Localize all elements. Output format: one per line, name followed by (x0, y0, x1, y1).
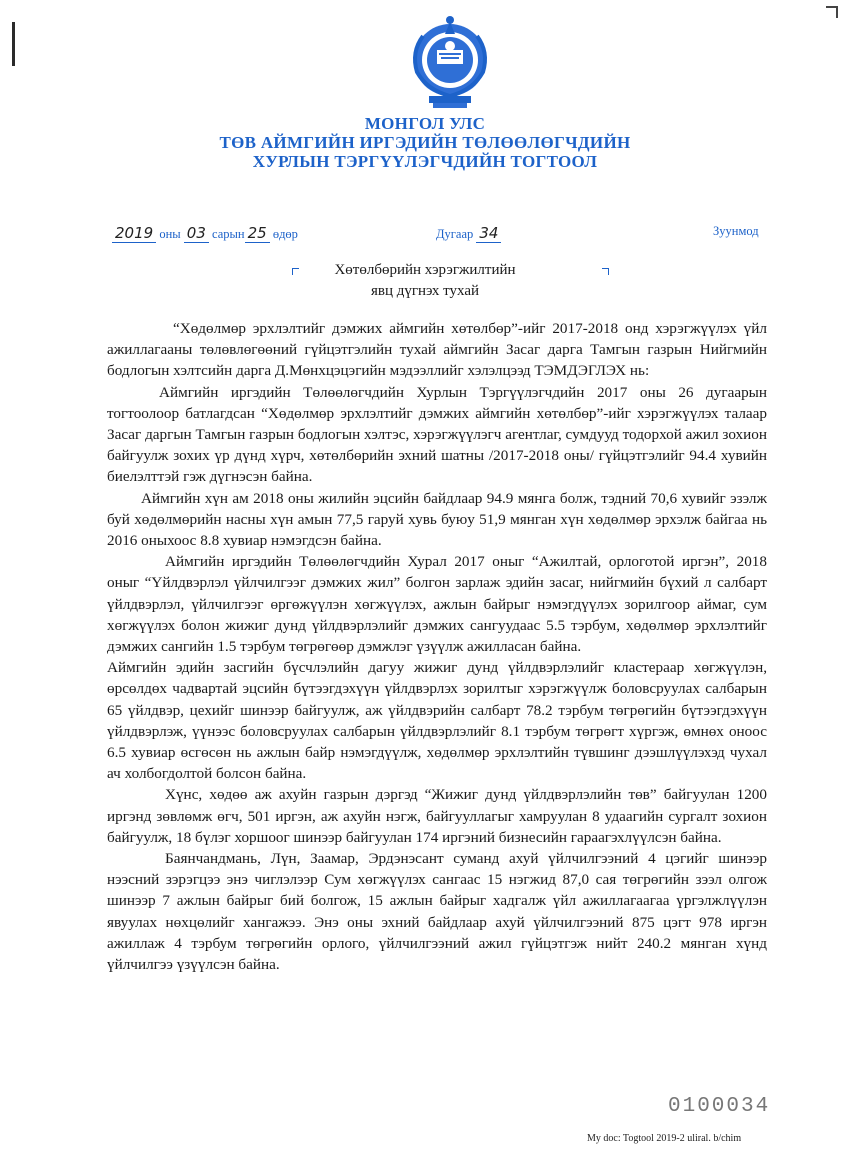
resolution-meta-row (0, 218, 850, 246)
subject-line2: явц дүгнэх тухай (370, 283, 480, 299)
date-day-suffix: өдөр (269, 227, 298, 241)
subject-bracket-left (292, 268, 299, 275)
date-year: 2019 (112, 224, 156, 243)
body-paragraph-2: Аймгийн иргэдийн Төлөөлөгчдийн Хурлын Тэргүүлэгчдийн 2017 оны 26 дугаарын тогтоолоор батлагдсан “Хөдөлмөр эрхлэлтийг дэмжих аймгийн хөтөлбөр”-ийг хэрэгжүүлэх талаар Засаг даргын Тамгын газрын бодлогын хэлтэс, хэрэгжүүлэгч агентлаг, сумдууд тодорхой ажил зохион байгуулж зохих үр дүнд хүрч, хөтөлбөрийн эхний шатны /2017-2018 оны/ гүйцэтгэлийг 94.4 хувийн биелэлттэй гэж дүгнэсэн байна. (107, 383, 767, 486)
organization-name-line1: ТӨВ АЙМГИЙН ИРГЭДИЙН ТӨЛӨӨЛӨГЧДИЙН (219, 133, 631, 152)
subject-line1: Хөтөлбөрийн хэрэгжилтийн (334, 262, 516, 278)
body-paragraph-6: Хүнс, хөдөө аж ахуйн газрын дэргэд “Жижиг дунд үйлдвэрлэлийн төв” байгуулан 1200 иргэнд зөвлөмж өгч, 501 иргэн, аж ахуйн нэгж, байгууллагыг хамруулан 8 удаагийн сургалт зохион байгуулж, 18 бүлэг хоршоог шинээр байгуулан 174 иргэний бизнесийн гараагэхлүүлсэн байна. (107, 786, 767, 846)
country-name: МОНГОЛ УЛС (364, 114, 486, 133)
date-day: 25 (245, 224, 270, 243)
resolution-subject (300, 260, 550, 302)
resolution-body (107, 318, 767, 975)
body-paragraph-4: Аймгийн иргэдийн Төлөөлөгчдийн Хурал 2017 оныг “Ажилтай, орлоготой иргэн”, 2018 оныг “Үйлдвэрлэл үйлчилгээг дэмжих жил” болгон зарлаж эдийн засаг, нийгмийн бүхий л салбарт үйлдвэрлэл, үйлчилгээг өргөжүүлэн хөгжүүлэх, ажлын байрыг нэмэгдүүлэх зорилгоор аймаг, сум хөгжүүлэх болон жижиг дунд үйлдвэрлэлийг дэмжих сангуудаас 5.5 тэрбум, хөдөлмөр эрхлэлтийг дэмжих сангийн 1.5 тэрбум төгрөгөөр дэмжлэг үзүүлж ажилласан байна. (107, 553, 767, 656)
body-paragraph-3: Аймгийн хүн ам 2018 оны жилийн эцсийн байдлаар 94.9 мянга болж, тэдний 70,6 хувийг эзэлж буй хөдөлмөрийн насны хүн амын 77,5 гаруй хувь буюу 51,9 мянган хүн хөдөлмөр эрхэлж байгаа нь 2016 оныхоос 8.8 хувиар нэмэгдсэн байна. (107, 489, 767, 550)
scan-edge-mark (12, 22, 15, 66)
number-value: 34 (476, 224, 501, 243)
resolution-place: Зуунмод (713, 224, 759, 238)
resolution-number (436, 224, 501, 242)
organization-name-line2: ХУРЛЫН ТЭРГҮҮЛЭГЧДИЙН ТОГТООЛ (252, 152, 598, 171)
date-year-suffix: оны (156, 227, 181, 241)
date-month-suffix: сарын (208, 227, 245, 241)
state-emblem-icon (397, 10, 503, 110)
document-path-note: My doc: Togtool 2019-2 uliral. b/chim (587, 1133, 742, 1144)
body-paragraph-7: Баянчандмань, Лүн, Заамар, Эрдэнэсант суманд ахуй үйлчилгээний 4 цэгийг шинээр нээсний зэрэгцээ энэ чиглэлээр Сум хөгжүүлэх сангаас 15 нэгжид 87,0 сая төгрөгийн зээл олгож шинээр 7 ажлын байрыг бий болгож, 15 ажлын байрыг хадгалж үйл ажиллагаагаа үргэлжлүүлэн явуулах нөхцөлийг хангажээ. Энэ оны эхний байдлаар ахуй үйлчилгээний 875 цэгт 978 иргэн ажиллаж 4 тэрбум төгрөгийн орлого, үйлчилгээний ажил гүйцэтгэж нийт 240.2 мянган хүнд үйлчилгээ үзүүлсэн байна. (107, 850, 767, 974)
body-paragraph-5: Аймгийн эдийн засгийн бүсчлэлийн дагуу жижиг дунд үйлдвэрлэлийг кластераар хөгжүүлэн, өрсөлдөх чадвартай эцсийн бүтээгдэхүүн үйлдвэрлэх зорилтыг хэрэгжүүлж боловсруулах салбарын 65 үйлдвэр, цехийг шинээр байгуулж, аж үйлдвэрийн салбарт 78.2 тэрбум төгрөгийн бүтээгдэхүүн үйлдвэрлэж, үүнээс боловсруулах салбарын үйлдвэрлэлийг 8.1 тэрбум төгрөгт хүргэж, өмнөх оноос 6.5 хувиар өсгөсөн нь ажлын байр нэмэгдүүлж, хөдөлмөр эрхлэлтийн түвшинг дээшлүүлэхэд чухал ач холбогдолтой болсон байна. (107, 659, 767, 783)
number-label: Дугаар (436, 227, 474, 241)
subject-bracket-right (602, 268, 609, 275)
scan-corner-mark (826, 6, 838, 18)
page-serial-number: 0100034 (668, 1095, 771, 1118)
resolution-date (112, 224, 298, 242)
date-month: 03 (184, 224, 209, 243)
body-paragraph-1: “Хөдөлмөр эрхлэлтийг дэмжих аймгийн хөтөлбөр”-ийг 2017-2018 онд хэрэгжүүлэх үйл ажиллагааны төлөвлөгөөний гүйцэтгэлийн тухай аймгийн Засаг дарга Тамгын газрын Нийгмийн бодлогын хэлтсийн дарга Д.Мөнхцэцэгийн мэдээллийг хэлэлцээд ТЭМДЭГЛЭХ нь: (107, 320, 767, 380)
